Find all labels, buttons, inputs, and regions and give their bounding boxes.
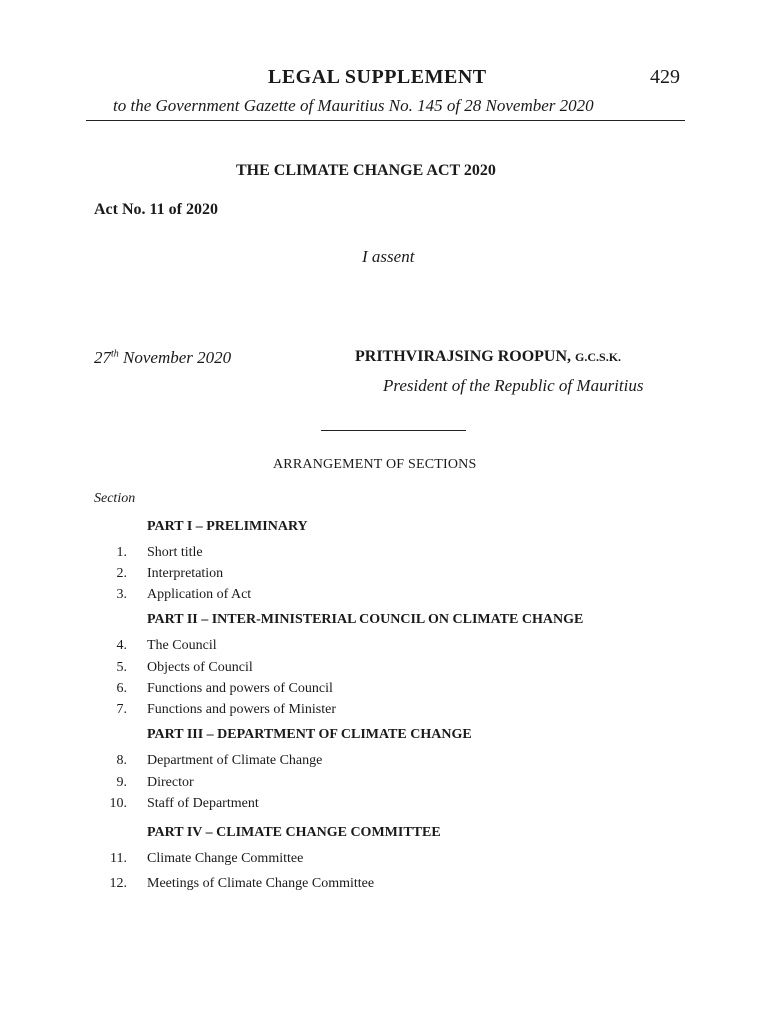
- president-name: [355, 348, 621, 366]
- item-number: 5.: [116, 660, 127, 675]
- list-item: Functions and powers of Council: [147, 681, 333, 696]
- item-number: 2.: [116, 566, 127, 581]
- list-item: Interpretation: [147, 566, 224, 581]
- part-heading: PART I – PRELIMINARY: [147, 519, 308, 534]
- item-number: 8.: [116, 753, 127, 768]
- item-number: 6.: [116, 681, 127, 696]
- header-divider: [86, 120, 685, 121]
- item-number: 12.: [109, 876, 127, 891]
- item-number: 9.: [116, 775, 127, 790]
- gazette-reference: to the Government Gazette of Mauritius No. 145 of 28 November 2020: [113, 96, 594, 115]
- item-number: 4.: [116, 638, 127, 653]
- date-rest: November 2020: [118, 348, 232, 367]
- list-item: Short title: [147, 545, 203, 560]
- item-number: 7.: [116, 702, 127, 717]
- list-item: Climate Change Committee: [147, 851, 304, 866]
- page-number: 429: [650, 66, 680, 88]
- president-title: President of the Republic of Mauritius: [383, 376, 644, 395]
- list-item: Objects of Council: [147, 660, 253, 675]
- item-number: 10.: [109, 796, 127, 811]
- item-number: 1.: [116, 545, 127, 560]
- act-number: Act No. 11 of 2020: [94, 201, 218, 218]
- list-item: Staff of Department: [147, 796, 259, 811]
- section-label: Section: [94, 491, 136, 506]
- arrangement-heading: ARRANGEMENT OF SECTIONS: [273, 457, 477, 472]
- list-item: Meetings of Climate Change Committee: [147, 876, 375, 891]
- list-item: Application of Act: [147, 587, 252, 602]
- list-item: The Council: [147, 638, 217, 653]
- legal-supplement-title: LEGAL SUPPLEMENT: [268, 66, 487, 88]
- item-number: 11.: [110, 851, 127, 866]
- list-item: Department of Climate Change: [147, 753, 323, 768]
- act-title: THE CLIMATE CHANGE ACT 2020: [236, 162, 496, 179]
- section-divider: [321, 430, 466, 431]
- list-item: Director: [147, 775, 194, 790]
- president-name-text: PRITHVIRAJSING ROOPUN,: [355, 348, 576, 365]
- part-heading: PART II – INTER-MINISTERIAL COUNCIL ON CLIMATE CHANGE: [147, 612, 584, 627]
- assent-text: I assent: [362, 247, 415, 266]
- date-suffix: th: [111, 348, 119, 360]
- part-heading: PART III – DEPARTMENT OF CLIMATE CHANGE: [147, 727, 472, 742]
- part-heading: PART IV – CLIMATE CHANGE COMMITTEE: [147, 825, 441, 840]
- list-item: Functions and powers of Minister: [147, 702, 336, 717]
- item-number: 3.: [116, 587, 127, 602]
- president-postnominal: G.C.S.K.: [575, 350, 622, 364]
- assent-date: [94, 348, 231, 368]
- date-day: 27: [94, 348, 111, 367]
